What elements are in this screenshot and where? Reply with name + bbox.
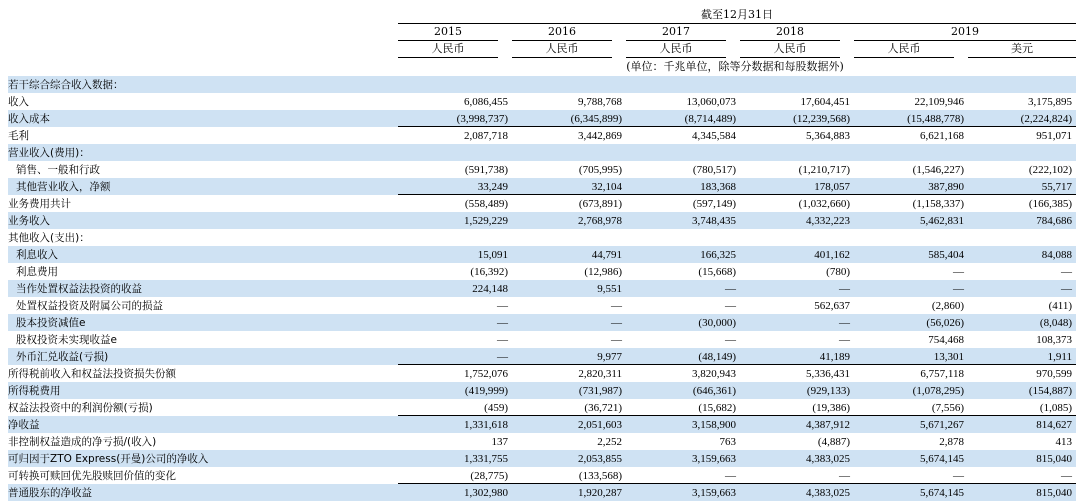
row-value: 814,627	[968, 416, 1076, 433]
row-value: —	[512, 314, 626, 331]
year-header-2015: 2015	[434, 25, 462, 38]
row-value: (154,887)	[968, 382, 1076, 399]
row-label: 非控制权益造成的净亏损/(收入)	[8, 435, 157, 448]
row-value: 815,040	[968, 450, 1076, 467]
row-value: —	[626, 280, 740, 297]
row-value: 4,345,584	[692, 129, 736, 142]
row-value	[626, 144, 740, 161]
row-label: 权益法投资中的利润份额(亏损)	[8, 401, 153, 414]
row-value: —	[953, 265, 964, 278]
row-value: 17,604,451	[800, 95, 850, 108]
row-value: 2,252	[597, 435, 622, 448]
table-row	[8, 331, 1076, 348]
row-value: (8,714,489)	[626, 110, 740, 127]
row-value: (673,891)	[578, 197, 622, 210]
row-value: (3,998,737)	[398, 110, 512, 127]
row-label: 股本投资减值e	[8, 314, 398, 331]
row-value: 6,757,118	[920, 367, 964, 380]
row-value: 5,671,267	[854, 416, 968, 433]
table-row	[8, 178, 1076, 195]
row-value: 137	[491, 435, 508, 448]
table-row	[8, 280, 1076, 297]
table-row	[8, 399, 1076, 416]
row-value: 387,890	[854, 178, 968, 195]
row-value: (1,078,295)	[854, 382, 968, 399]
row-value: 2,051,603	[512, 416, 626, 433]
row-value: 1,529,229	[398, 212, 512, 229]
table-row	[8, 433, 1076, 450]
currency-underline	[398, 57, 498, 58]
row-label: 若干综合综合收入数据：	[8, 76, 398, 93]
row-label: 所得税费用	[8, 382, 398, 399]
currency-header: 人民币	[773, 42, 807, 55]
table-row	[8, 348, 1076, 365]
row-value: —	[854, 467, 968, 484]
row-value: 41,189	[740, 348, 854, 365]
row-value: (166,385)	[1028, 197, 1072, 210]
row-label: 所得税前收入和权益法投资损失份额	[8, 367, 176, 380]
row-value	[398, 76, 512, 93]
row-value: —	[1061, 265, 1072, 278]
row-value: 1,920,287	[512, 484, 626, 501]
year-header-2017: 2017	[662, 25, 690, 38]
row-label: 股权投资未实现收益e	[16, 333, 117, 346]
row-value: 9,788,768	[578, 95, 622, 108]
year-underline-2015	[398, 40, 498, 41]
row-value	[854, 76, 968, 93]
row-value: —	[497, 299, 508, 312]
row-value: 9,551	[512, 280, 626, 297]
row-label: 处置权益投资及附属公司的损益	[16, 299, 163, 312]
row-value: 55,717	[968, 178, 1076, 195]
table-row	[8, 450, 1076, 467]
row-label: 收入成本	[8, 110, 398, 127]
row-value: (705,995)	[578, 163, 622, 176]
row-value: 4,387,912	[740, 416, 854, 433]
row-value: 44,791	[512, 246, 626, 263]
row-label: 利息收入	[8, 246, 398, 263]
row-value: 3,159,663	[626, 484, 740, 501]
row-value	[968, 76, 1076, 93]
currency-header: 美元	[1011, 42, 1033, 55]
row-value: —	[968, 280, 1076, 297]
row-value: 763	[719, 435, 736, 448]
year-underline-2019	[854, 40, 1076, 41]
row-label: 业务收入	[8, 212, 398, 229]
row-value: 1,331,618	[398, 416, 512, 433]
row-value: 5,364,883	[806, 129, 850, 142]
row-value: 2,820,311	[578, 367, 622, 380]
table-row	[8, 127, 1076, 144]
row-value: (8,048)	[968, 314, 1076, 331]
income-statement-table	[8, 76, 1076, 501]
row-value	[740, 144, 854, 161]
table-row	[8, 229, 1076, 246]
row-value	[512, 144, 626, 161]
row-value: (222,102)	[1028, 163, 1072, 176]
row-value: (15,488,778)	[854, 110, 968, 127]
row-label: 普通股东的净收益	[8, 484, 398, 501]
table-row	[8, 246, 1076, 263]
row-value: (731,987)	[512, 382, 626, 399]
table-row	[8, 467, 1076, 484]
row-value: —	[740, 314, 854, 331]
row-value: (30,000)	[626, 314, 740, 331]
row-value	[968, 229, 1076, 246]
row-value	[968, 144, 1076, 161]
row-label: 其他收入(支出)：	[8, 231, 90, 244]
row-value: (558,489)	[464, 197, 508, 210]
row-value: (15,668)	[698, 265, 736, 278]
row-value: (411)	[1048, 299, 1072, 312]
row-value: (929,133)	[740, 382, 854, 399]
row-value: 5,674,145	[854, 484, 968, 501]
row-value	[512, 76, 626, 93]
row-value: (591,738)	[464, 163, 508, 176]
year-header-2019: 2019	[951, 25, 979, 38]
table-row	[8, 76, 1076, 93]
row-value: (780,517)	[692, 163, 736, 176]
row-value: 2,768,978	[512, 212, 626, 229]
table-row	[8, 144, 1076, 161]
table-row	[8, 314, 1076, 331]
row-value	[398, 229, 512, 246]
currency-header: 人民币	[545, 42, 579, 55]
row-value: (15,682)	[626, 399, 740, 416]
row-value: 6,621,168	[920, 129, 964, 142]
row-value: (459)	[398, 399, 512, 416]
row-value: 401,162	[740, 246, 854, 263]
row-value: 970,599	[1036, 367, 1072, 380]
table-row	[8, 93, 1076, 110]
row-value: (56,026)	[854, 314, 968, 331]
row-value: 1,302,980	[398, 484, 512, 501]
row-value: 562,637	[814, 299, 850, 312]
unit-note: (单位：千兆单位，除等分数据和每股数据外)	[626, 60, 844, 73]
row-value	[626, 229, 740, 246]
row-value: (646,361)	[626, 382, 740, 399]
row-label: 外币汇兑收益(亏损)	[8, 348, 398, 365]
row-value: 784,686	[968, 212, 1076, 229]
year-header-2016: 2016	[548, 25, 576, 38]
table-row	[8, 195, 1076, 212]
row-value	[512, 229, 626, 246]
year-underline-2018	[740, 40, 840, 41]
currency-header: 人民币	[887, 42, 921, 55]
row-value	[398, 144, 512, 161]
row-value: 9,977	[512, 348, 626, 365]
row-value: (1,032,660)	[798, 197, 850, 210]
row-label: 利息费用	[16, 265, 58, 278]
row-value: 2,053,855	[512, 450, 626, 467]
row-value	[740, 229, 854, 246]
row-value: (1,085)	[968, 399, 1076, 416]
row-label: 营业收入(费用)：	[8, 144, 398, 161]
row-label: 收入	[8, 95, 29, 108]
year-header-2018: 2018	[776, 25, 804, 38]
row-value: 224,148	[398, 280, 512, 297]
row-value: —	[398, 348, 512, 365]
row-value: 815,040	[968, 484, 1076, 501]
row-value: (12,986)	[584, 265, 622, 278]
row-value: 32,104	[512, 178, 626, 195]
row-value: 166,325	[626, 246, 740, 263]
row-value: (1,158,337)	[912, 197, 964, 210]
row-value: 5,674,145	[854, 450, 968, 467]
row-value: (1,546,227)	[912, 163, 964, 176]
row-value: (7,556)	[854, 399, 968, 416]
period-header: 截至12月31日	[701, 8, 773, 21]
row-label: 业务费用共计	[8, 197, 71, 210]
row-value: (28,775)	[398, 467, 512, 484]
table-row	[8, 365, 1076, 382]
row-value: 2,087,718	[464, 129, 508, 142]
currency-underline	[968, 57, 1076, 58]
row-value: —	[839, 333, 850, 346]
row-value: 1,752,076	[464, 367, 508, 380]
row-value: (6,345,899)	[512, 110, 626, 127]
table-row	[8, 263, 1076, 280]
row-value: —	[725, 299, 736, 312]
row-value: (2,860)	[931, 299, 964, 312]
row-value: (48,149)	[626, 348, 740, 365]
row-value: 3,158,900	[626, 416, 740, 433]
row-value	[740, 76, 854, 93]
year-underline-2016	[512, 40, 612, 41]
row-value: 3,159,663	[626, 450, 740, 467]
row-value: 4,383,025	[740, 450, 854, 467]
row-value: 178,057	[740, 178, 854, 195]
row-value: —	[497, 333, 508, 346]
row-value: —	[398, 314, 512, 331]
row-value: 3,748,435	[626, 212, 740, 229]
currency-underline	[740, 57, 840, 58]
row-value: 1,911	[968, 348, 1076, 365]
row-value: 33,249	[398, 178, 512, 195]
row-value: —	[740, 280, 854, 297]
period-underline	[398, 23, 1076, 24]
currency-header: 人民币	[659, 42, 693, 55]
row-value: 183,368	[626, 178, 740, 195]
row-value: —	[626, 467, 740, 484]
row-value: (780)	[826, 265, 850, 278]
row-value: 15,091	[398, 246, 512, 263]
table-row	[8, 297, 1076, 314]
row-value: 4,383,025	[740, 484, 854, 501]
table-row	[8, 416, 1076, 433]
row-value: 84,088	[968, 246, 1076, 263]
row-value: (133,568)	[512, 467, 626, 484]
row-value	[854, 229, 968, 246]
row-label: 其他营业收入，净额	[8, 178, 398, 195]
row-label: 可归因于ZTO Express(开曼)公司的净收入	[8, 450, 398, 467]
row-value: 13,060,073	[686, 95, 736, 108]
row-value: (597,149)	[692, 197, 736, 210]
row-value: 585,404	[854, 246, 968, 263]
row-value: (2,224,824)	[968, 110, 1076, 127]
row-label: 毛利	[8, 129, 29, 142]
row-value: 413	[1055, 435, 1072, 448]
row-value: 6,086,455	[464, 95, 508, 108]
table-row	[8, 161, 1076, 178]
table-row	[8, 382, 1076, 399]
row-value: 4,332,223	[740, 212, 854, 229]
row-value: (16,392)	[470, 265, 508, 278]
row-value: 13,301	[854, 348, 968, 365]
row-value: (419,999)	[398, 382, 512, 399]
row-value: 5,462,831	[854, 212, 968, 229]
row-value: 1,331,755	[398, 450, 512, 467]
row-label: 净收益	[8, 416, 398, 433]
row-value: 951,071	[1036, 129, 1072, 142]
table-row	[8, 110, 1076, 127]
row-value: —	[611, 333, 622, 346]
row-value: —	[740, 467, 854, 484]
row-value: (19,386)	[740, 399, 854, 416]
table-row	[8, 484, 1076, 501]
row-value	[626, 76, 740, 93]
row-value: 2,878	[939, 435, 964, 448]
row-value: —	[854, 280, 968, 297]
row-label: 可转换可赎回优先股赎回价值的变化	[8, 469, 176, 482]
row-value: —	[725, 333, 736, 346]
row-value: 108,373	[1036, 333, 1072, 346]
currency-underline	[626, 57, 726, 58]
row-value: 5,336,431	[806, 367, 850, 380]
row-value: —	[611, 299, 622, 312]
row-value: (1,210,717)	[798, 163, 850, 176]
table-row	[8, 212, 1076, 229]
row-value: (36,721)	[512, 399, 626, 416]
row-value: 3,442,869	[578, 129, 622, 142]
currency-underline	[854, 57, 954, 58]
row-value: 3,175,895	[1028, 95, 1072, 108]
row-value	[854, 144, 968, 161]
year-underline-2017	[626, 40, 726, 41]
row-label: 销售、一般和行政	[16, 163, 100, 176]
row-value: (4,887)	[817, 435, 850, 448]
row-value: —	[968, 467, 1076, 484]
row-value: 22,109,946	[914, 95, 964, 108]
row-label: 当作处置权益法投资的收益	[8, 280, 398, 297]
row-value: (12,239,568)	[740, 110, 854, 127]
currency-underline	[512, 57, 612, 58]
row-value: 3,820,943	[692, 367, 736, 380]
currency-header: 人民币	[431, 42, 465, 55]
row-value: 754,468	[928, 333, 964, 346]
